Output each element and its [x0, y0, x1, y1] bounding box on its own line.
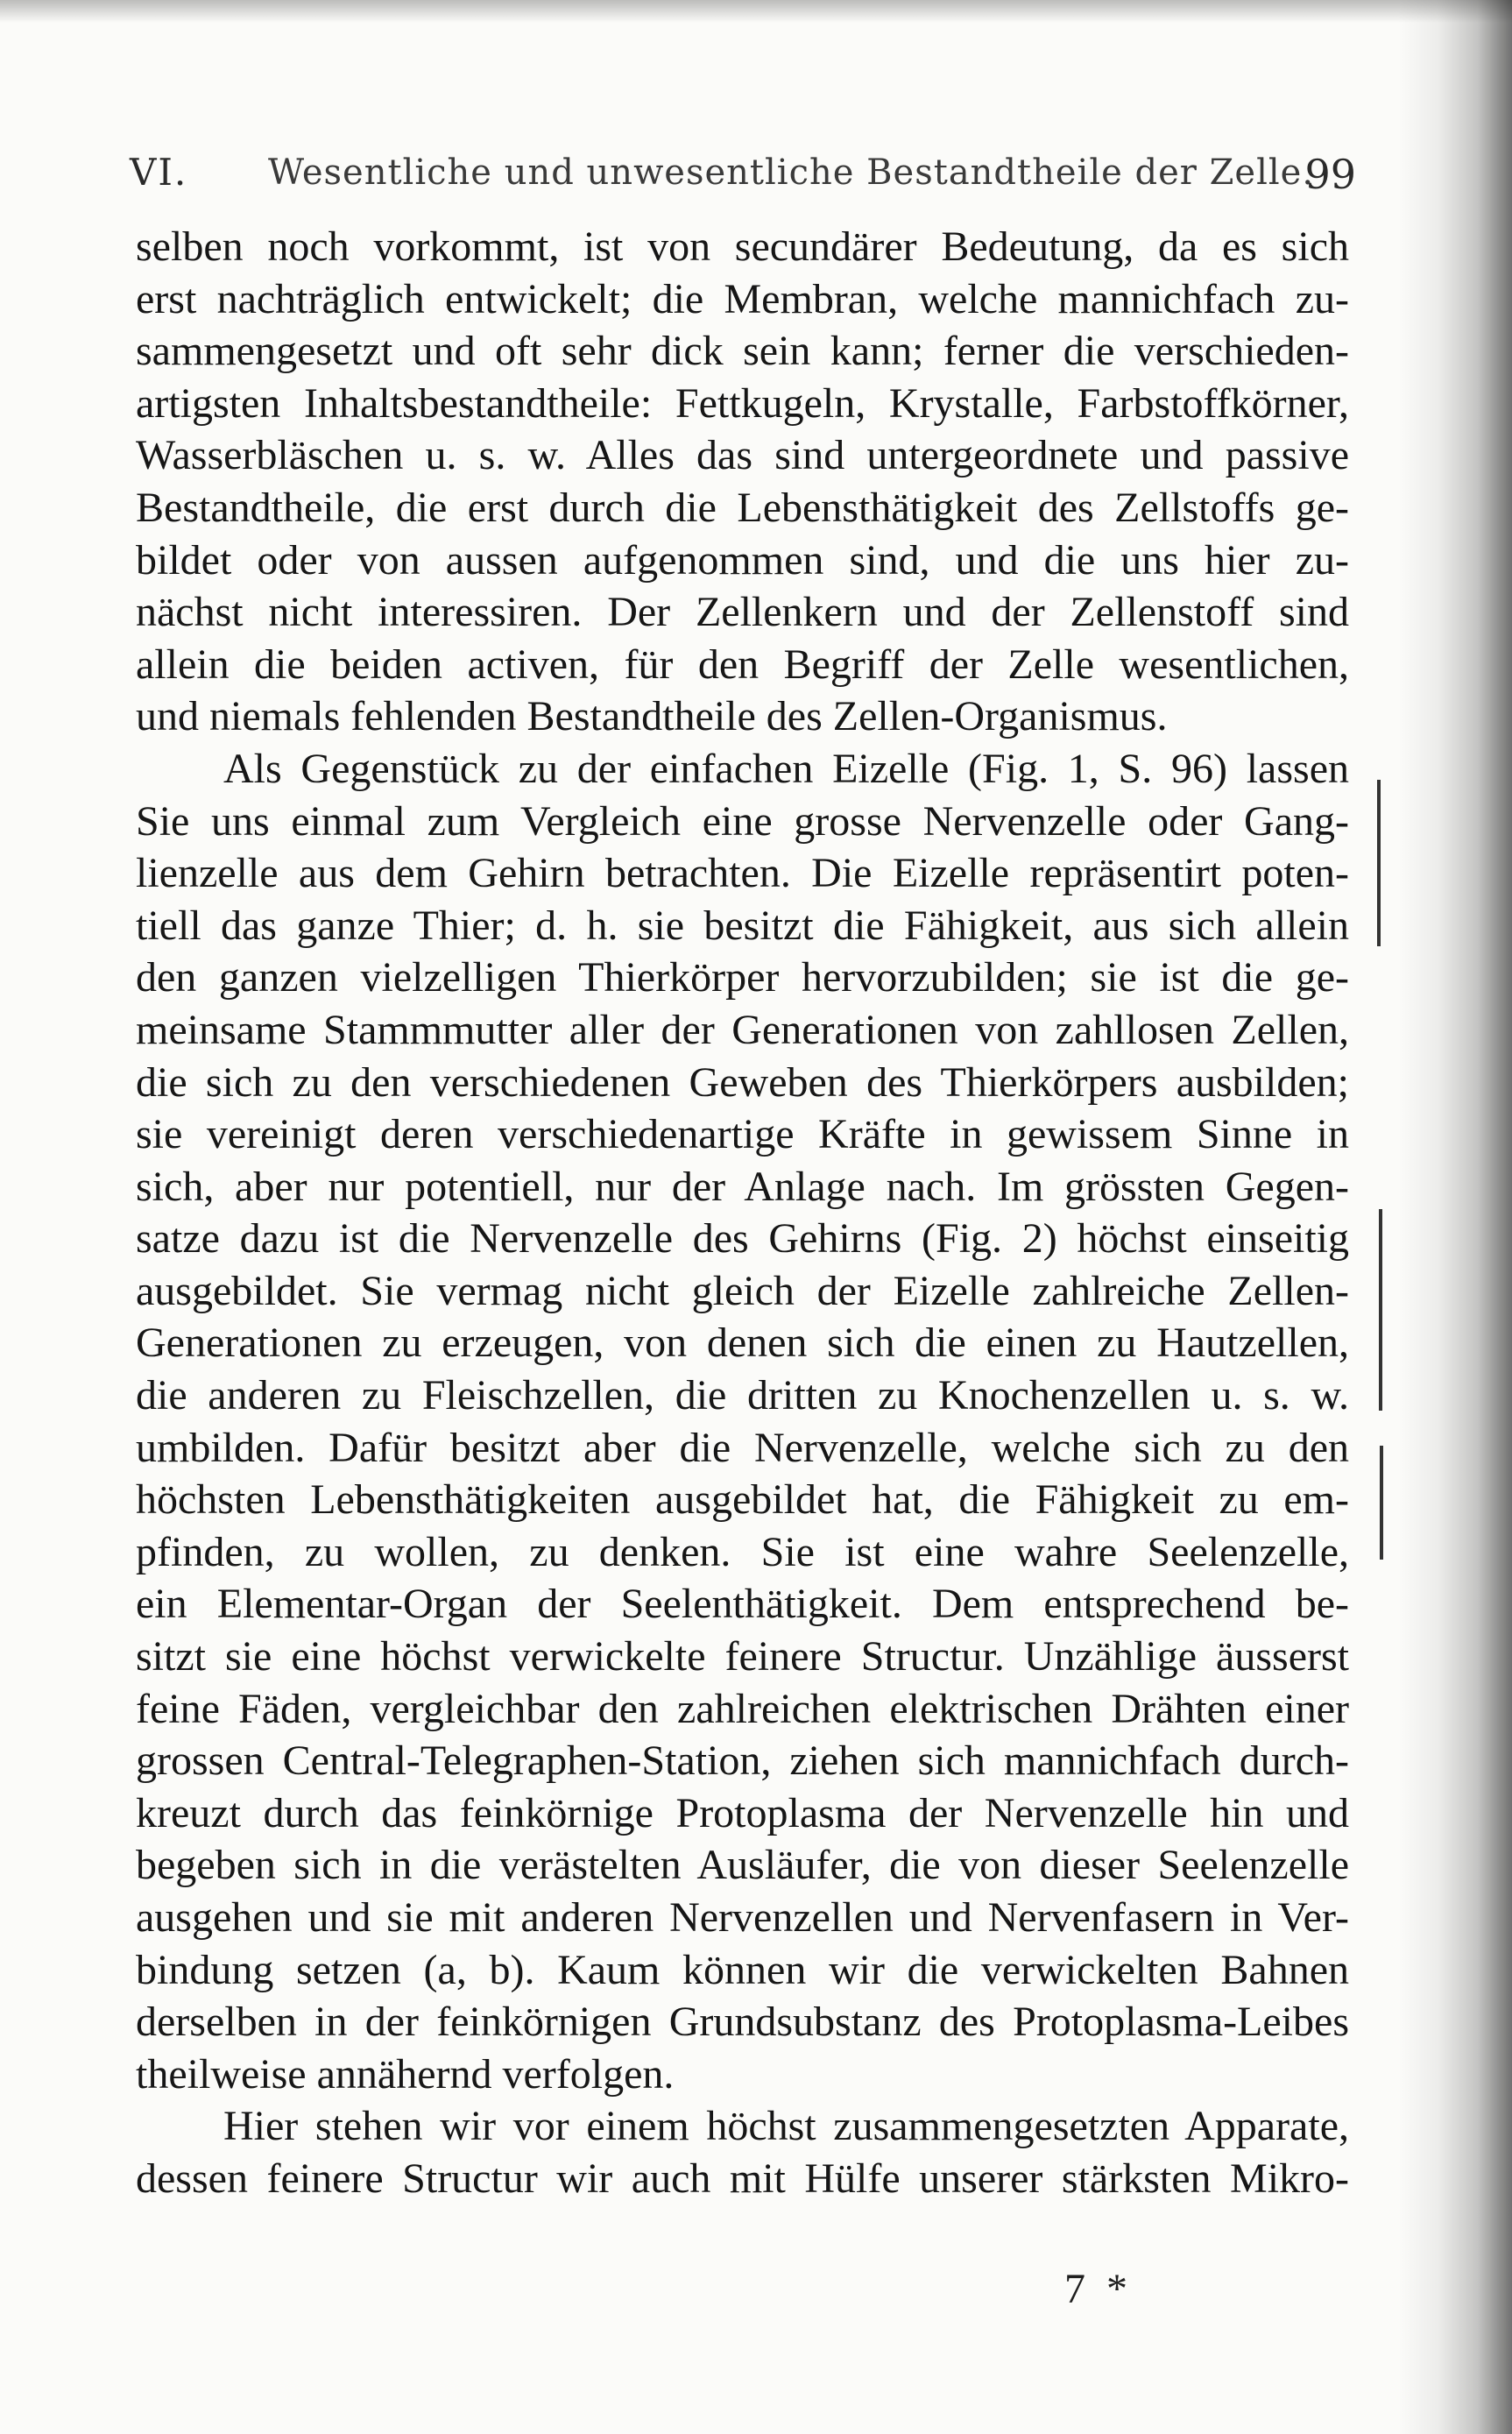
text-line: Sie uns einmal zum Vergleich eine grosse Nervenzelle oder Gang- [136, 797, 1349, 845]
text-line: ausgehen und sie mit anderen Nervenzellen und Nervenfasern in Ver- [136, 1894, 1349, 1941]
text-line: grossen Central-Telegraphen-Station, ziehen sich mannichfach durch- [136, 1737, 1349, 1785]
margin-mark [1379, 1209, 1382, 1411]
text-line: die anderen zu Fleischzellen, die dritten zu Knochenzellen u. s. w. [136, 1372, 1349, 1419]
text-line: artigsten Inhaltsbestandtheile: Fettkugeln, Krystalle, Farbstoffkörner, [136, 379, 1349, 427]
text-line: sitzt sie eine höchst verwickelte feinere Structur. Unzählige äusserst [136, 1633, 1349, 1680]
text-line: feine Fäden, vergleichbar den zahlreichen elektrischen Drähten einer [136, 1685, 1349, 1732]
running-head-title: Wesentliche und unwesentliche Bestandtheile der Zelle. [268, 152, 1315, 193]
paragraph-first-line: Hier stehen wir vor einem höchst zusammengesetzten Apparate, [223, 2103, 1349, 2150]
text-line: sie vereinigt deren verschiedenartige Kräfte in gewissem Sinne in [136, 1111, 1349, 1158]
text-line: dessen feinere Structur wir auch mit Hülfe unserer stärksten Mikro- [136, 2155, 1349, 2202]
text-line: Wasserbläschen u. s. w. Alles das sind untergeordnete und passive [136, 432, 1349, 479]
text-line: Generationen zu erzeugen, von denen sich die einen zu Hautzellen, [136, 1320, 1349, 1367]
text-line: pfinden, zu wollen, zu denken. Sie ist eine wahre Seelenzelle, [136, 1528, 1349, 1575]
page-edge-shadow [1398, 0, 1512, 2434]
text-line: kreuzt durch das feinkörnige Protoplasma der Nervenzelle hin und [136, 1789, 1349, 1836]
text-line: Bestandtheile, die erst durch die Lebensthätigkeit des Zellstoffs ge- [136, 484, 1349, 531]
text-line: theilweise annähernd verfolgen. [136, 2050, 675, 2098]
text-line: bindung setzen (a, b). Kaum können wir die verwickelten Bahnen [136, 1946, 1349, 1993]
signature-mark: 7 * [1064, 2266, 1133, 2312]
text-line: meinsame Stammmutter aller der Generationen von zahllosen Zellen, [136, 1006, 1349, 1053]
text-line: ein Elementar-Organ der Seelenthätigkeit. Dem entsprechend be- [136, 1581, 1349, 1628]
text-line: sich, aber nur potentiell, nur der Anlage nach. Im grössten Gegen- [136, 1163, 1349, 1210]
text-line: nächst nicht interessiren. Der Zellenkern und der Zellenstoff sind [136, 589, 1349, 636]
text-line: lienzelle aus dem Gehirn betrachten. Die Eizelle repräsentirt poten- [136, 850, 1349, 897]
margin-mark [1377, 780, 1381, 946]
text-line: umbilden. Dafür besitzt aber die Nervenzelle, welche sich zu den [136, 1424, 1349, 1471]
text-line: ausgebildet. Sie vermag nicht gleich der Eizelle zahlreiche Zellen- [136, 1267, 1349, 1314]
text-line: allein die beiden activen, für den Begriff der Zelle wesentlichen, [136, 640, 1349, 688]
page-number: 99 [1304, 151, 1356, 198]
text-line: den ganzen vielzelligen Thierkörper hervorzubilden; sie ist die ge- [136, 954, 1349, 1001]
text-line: selben noch vorkommt, ist von secundärer Bedeutung, da es sich [136, 223, 1349, 270]
running-head [130, 151, 1356, 212]
scan-top-shadow [0, 0, 1512, 23]
text-line: derselben in der feinkörnigen Grundsubstanz des Protoplasma-Leibes [136, 1999, 1349, 2046]
text-line: tiell das ganze Thier; d. h. sie besitzt die Fähigkeit, aus sich allein [136, 902, 1349, 949]
text-line: sammengesetzt und oft sehr dick sein kann; ferner die verschieden- [136, 328, 1349, 375]
text-line: die sich zu den verschiedenen Geweben des Thierkörpers ausbilden; [136, 1058, 1349, 1106]
text-line: erst nachträglich entwickelt; die Membran, welche mannichfach zu- [136, 275, 1349, 322]
text-line: höchsten Lebensthätigkeiten ausgebildet hat, die Fähigkeit zu em- [136, 1476, 1349, 1524]
text-line: bildet oder von aussen aufgenommen sind, und die uns hier zu- [136, 536, 1349, 584]
paragraph-first-line: Als Gegenstück zu der einfachen Eizelle (Fig. 1, S. 96) lassen [223, 745, 1349, 792]
margin-mark [1380, 1446, 1383, 1560]
text-line: und niemals fehlenden Bestandtheile des Zellen-Organismus. [136, 693, 1168, 740]
body-text [136, 221, 1349, 2205]
text-line: begeben sich in die verästelten Ausläufer, die von dieser Seelenzelle [136, 1842, 1349, 1889]
chapter-number: VI. [130, 151, 188, 194]
text-line: satze dazu ist die Nervenzelle des Gehirns (Fig. 2) höchst einseitig [136, 1215, 1349, 1263]
